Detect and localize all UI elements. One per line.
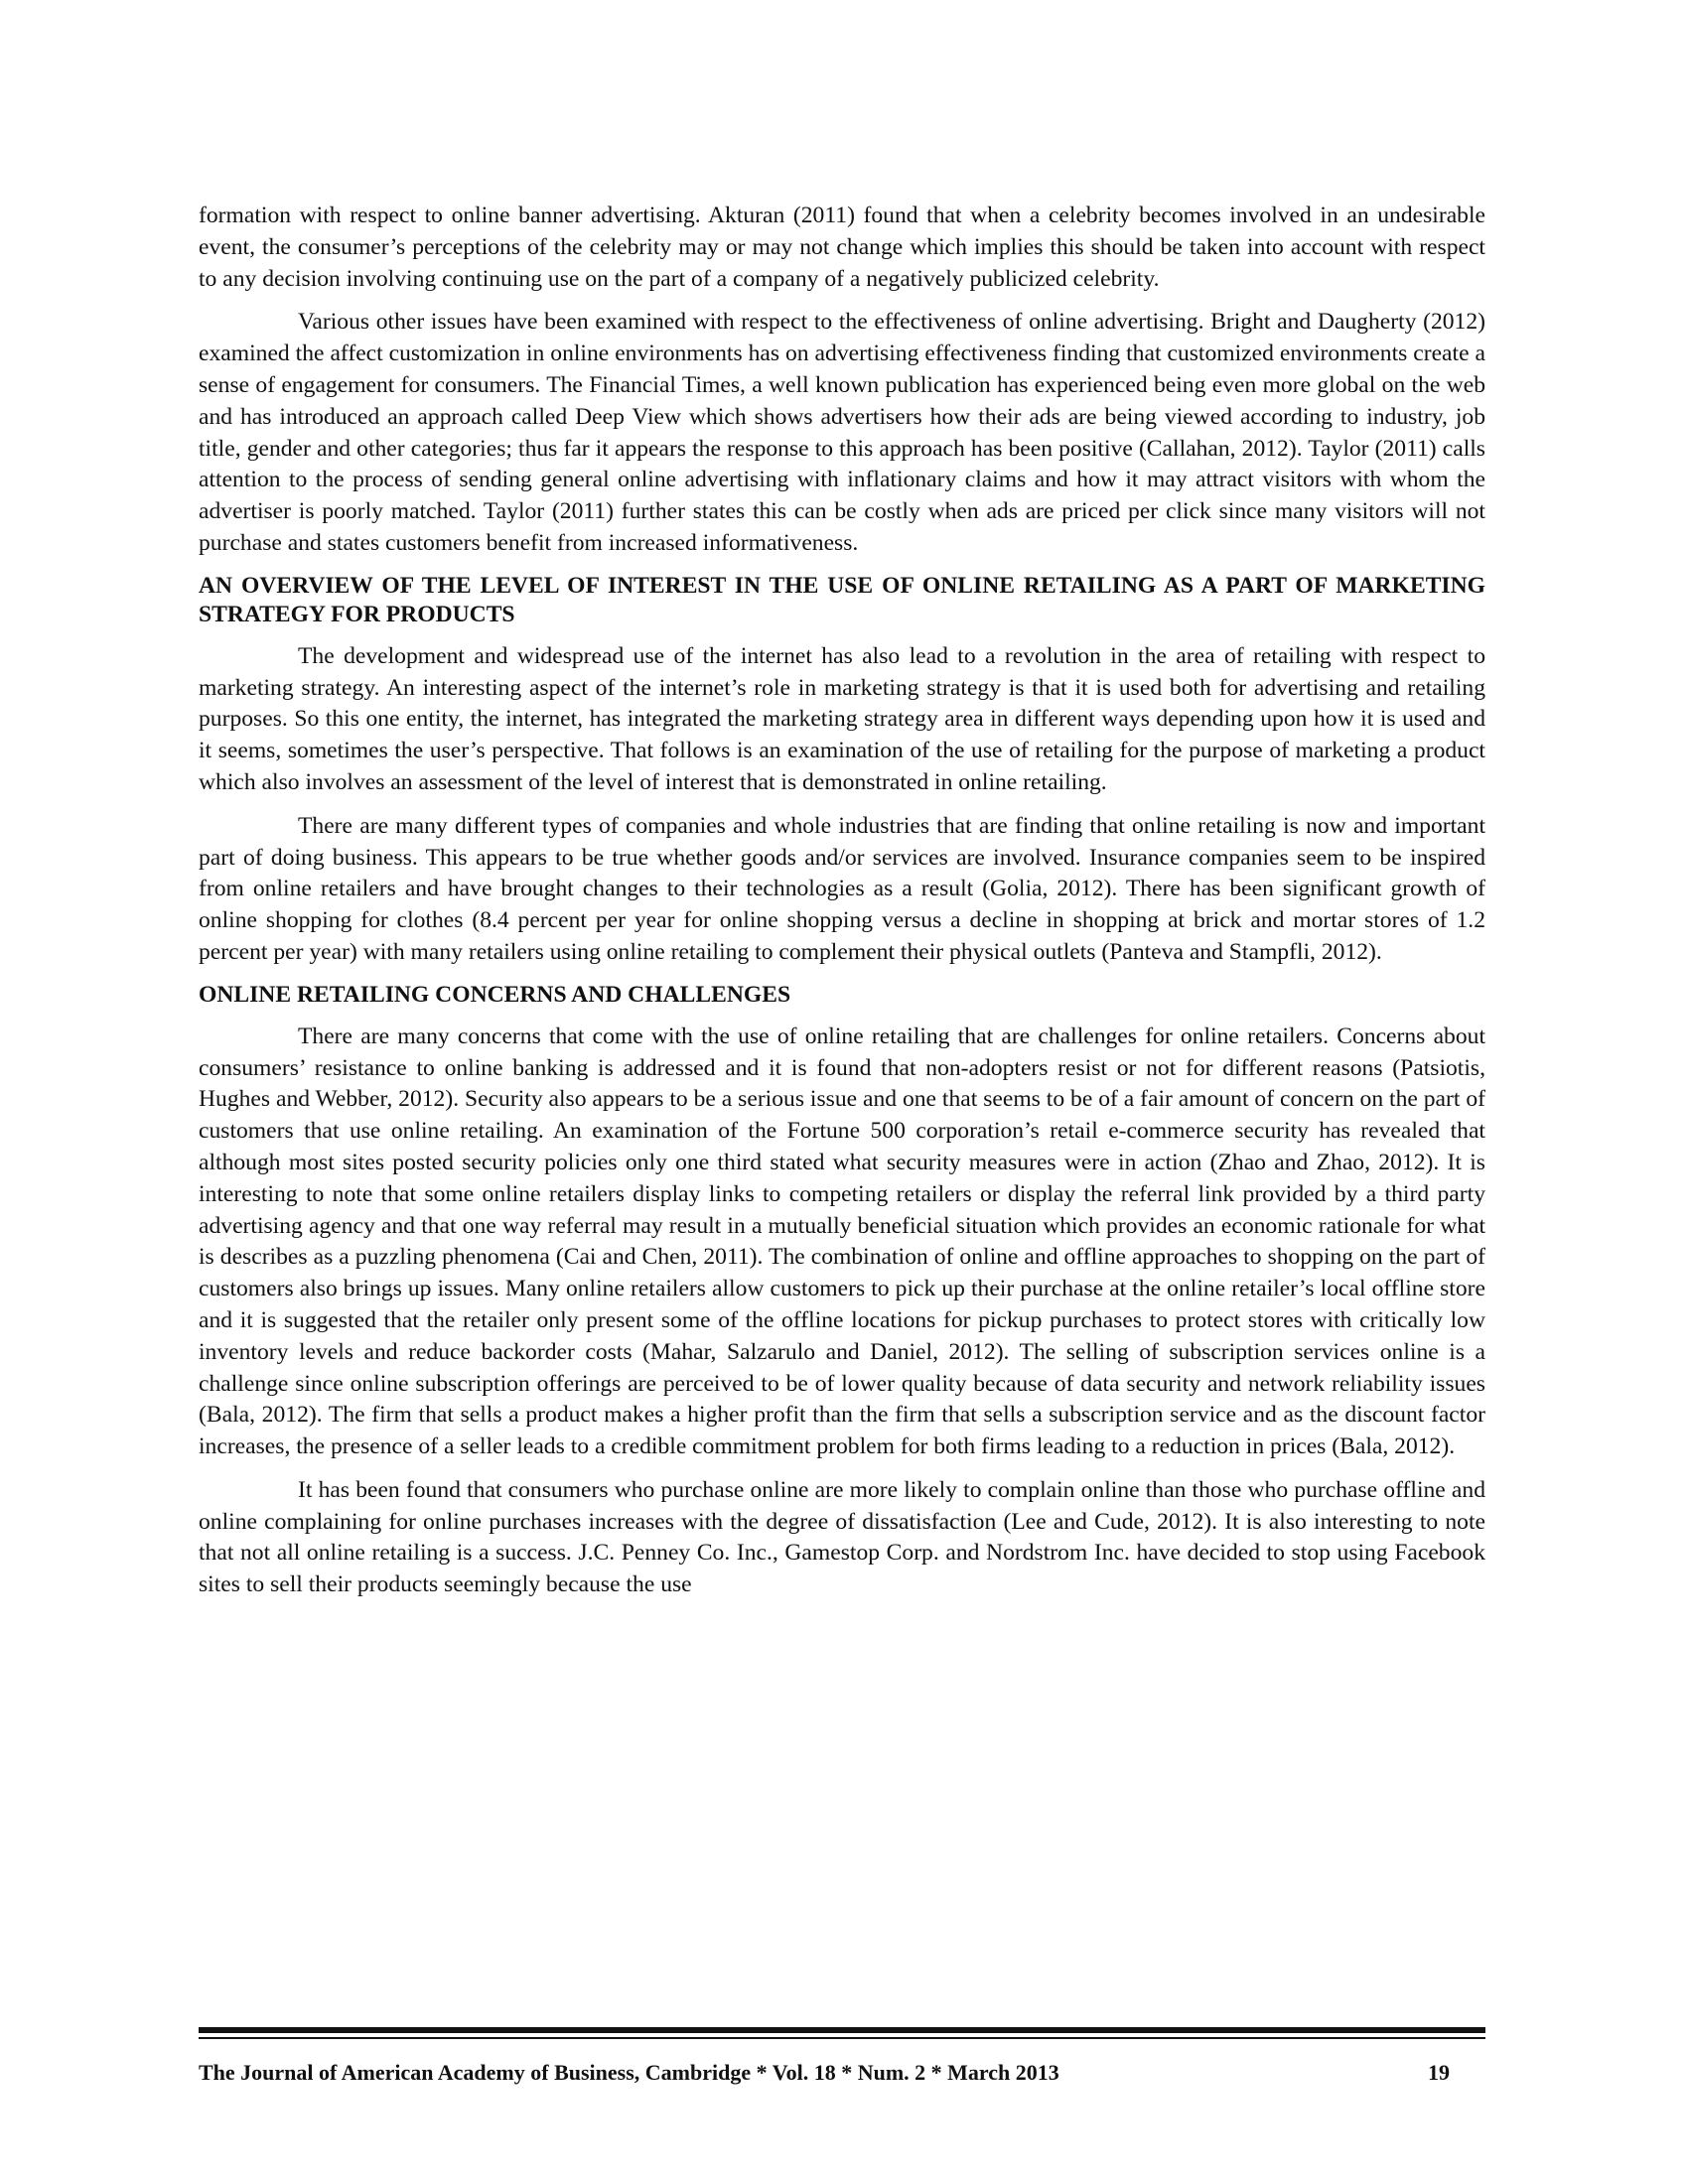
body-text — [199, 201, 1485, 1601]
paragraph: The development and widespread use of the internet has also lead to a revolution in the area of retailing with respect to marketing strategy. An interesting aspect of the internet’s role in marketing strategy is that it is used both for advertising and retailing purposes. So this one entity, the internet, has integrated the marketing strategy area in different ways depending upon how it is used and it seems, sometimes the user’s perspective. That follows is an examination of the use of retailing for the purpose of marketing a product which also involves an assessment of the level of interest that is demonstrated in online retailing. — [199, 642, 1485, 795]
section-heading: AN OVERVIEW OF THE LEVEL OF INTEREST IN THE USE OF ONLINE RETAILING AS A PART OF MARKETING STRATEGY FOR PRODUCTS — [199, 572, 1485, 627]
paragraph: There are many different types of companies and whole industries that are finding that online retailing is now and important part of doing business. This appears to be true whether goods and/or services are involved. Insurance companies seem to be inspired from online retailers and have brought changes to their technologies as a result (Golia, 2012). There has been significant growth of online shopping for clothes (8.4 percent per year for online shopping versus a decline in shopping at brick and mortar stores of 1.2 percent per year) with many retailers using online retailing to complement their physical outlets (Panteva and Stampfli, 2012). — [199, 812, 1485, 965]
page-number: 19 — [1428, 2060, 1450, 2085]
section-heading: ONLINE RETAILING CONCERNS AND CHALLENGES — [199, 981, 791, 1008]
paragraph: It has been found that consumers who purchase online are more likely to complain online than those who purchase offline and online complaining for online purchases increases with the degree of dissatisfaction (Lee and Cude, 2012). It is also interesting to note that not all online retailing is a success. J.C. Penney Co. Inc., Gamestop Corp. and Nordstrom Inc. have decided to stop using Facebook sites to sell their products seemingly because the use — [199, 1476, 1485, 1598]
footer-rule-thin — [199, 2037, 1485, 2039]
paragraph: formation with respect to online banner advertising. Akturan (2011) found that when a celebrity becomes involved in an undesirable event, the consumer’s perceptions of the celebrity may or may not change which implies this should be taken into account with respect to any decision involving continuing use on the part of a company of a negatively publicized celebrity. — [199, 203, 1485, 292]
paragraph: There are many concerns that come with the use of online retailing that are challenges for online retailers. Concerns about consumers’ resistance to online banking is addressed and it is found that non-adopters resist or not for different reasons (Patsiotis, Hughes and Webber, 2012). Security also appears to be a serious issue and one that seems to be of a fair amount of concern on the part of customers that use online retailing. An examination of the Fortune 500 corporation’s retail e-commerce security has revealed that although most sites posted security policies only one third stated what security measures were in action (Zhao and Zhao, 2012). It is interesting to note that some online retailers display links to competing retailers or display the referral link provided by a third party advertising agency and that one way referral may result in a mutually beneficial situation which provides an economic rationale for what is describes as a puzzling phenomena (Cai and Chen, 2011). The combination of online and offline approaches to shopping on the part of customers also brings up issues. Many online retailers allow customers to pick up their purchase at the online retailer’s local offline store and it is suggested that the retailer only present some of the offline locations for pickup purchases to protect stores with critically low inventory levels and reduce backorder costs (Mahar, Salzarulo and Daniel, 2012). The selling of subscription services online is a challenge since online subscription offerings are perceived to be of lower quality because of data security and network reliability issues (Bala, 2012). The firm that sells a product makes a higher profit than the firm that sells a subscription service and as the discount factor increases, the presence of a seller leads to a credible commitment problem for both firms leading to a reduction in prices (Bala, 2012). — [199, 1023, 1485, 1460]
paragraph: Various other issues have been examined with respect to the effectiveness of online advertising. Bright and Daugherty (2012) examined the affect customization in online environments has on advertising effectiveness finding that customized environments create a sense of engagement for consumers. The Financial Times, a well known publication has experienced being even more global on the web and has introduced an approach called Deep View which shows advertisers how their ads are being viewed according to industry, job title, gender and other categories; thus far it appears the response to this approach has been positive (Callahan, 2012). Taylor (2011) calls attention to the process of sending general online advertising with inflationary claims and how it may attract visitors with whom the advertiser is poorly matched. Taylor (2011) further states this can be costly when ads are priced per click since many visitors will not purchase and states customers benefit from increased informativeness. — [199, 309, 1485, 556]
footer-journal-citation: The Journal of American Academy of Business, Cambridge * Vol. 18 * Num. 2 * March 2013 — [199, 2060, 1059, 2085]
footer-rule-thick — [199, 2027, 1485, 2033]
